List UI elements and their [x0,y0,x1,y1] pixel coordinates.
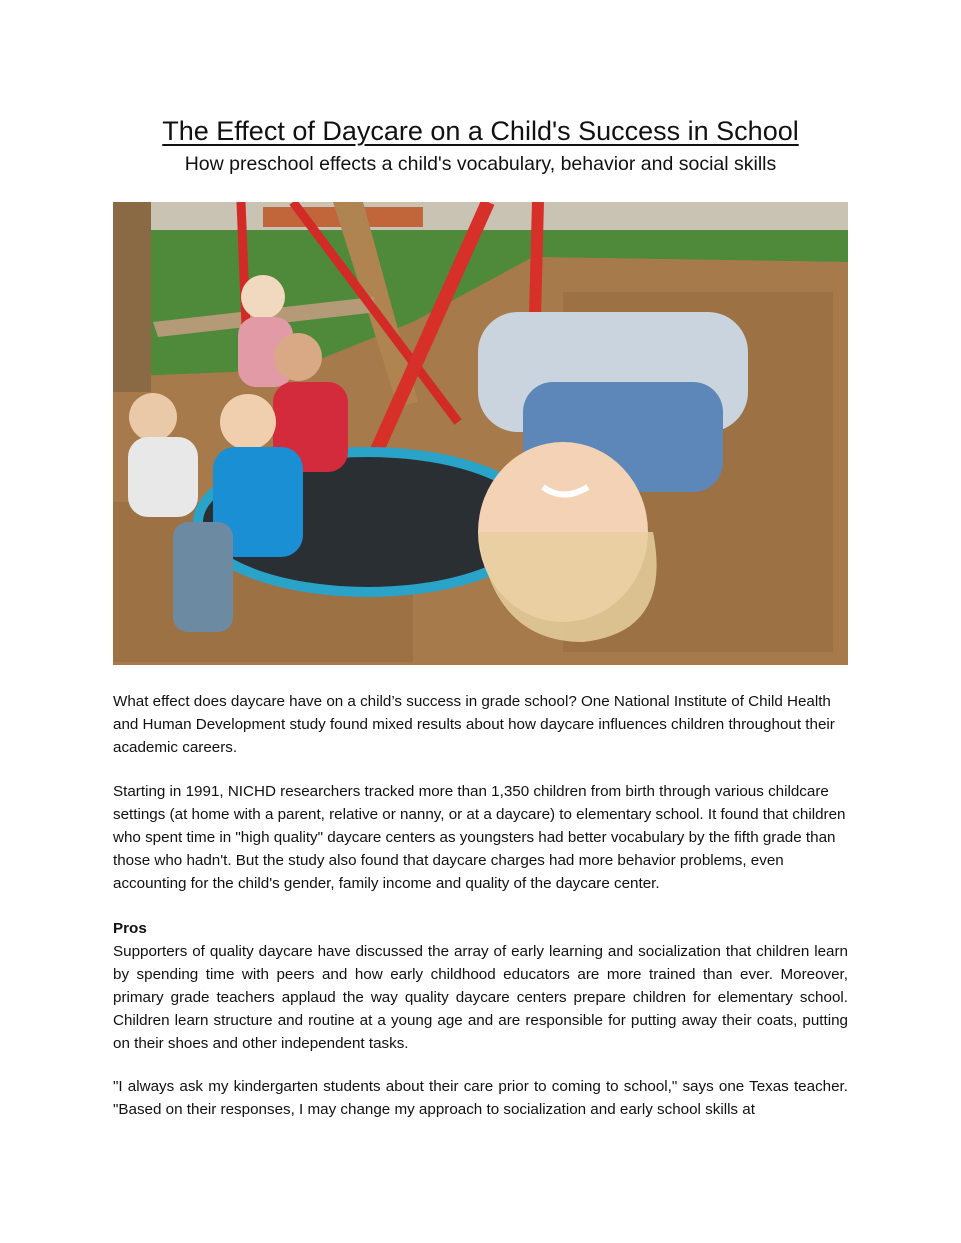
article-photo [113,202,848,665]
teacher-quote-paragraph: "I always ask my kindergarten students about their care prior to coming to school," says one Texas teacher. "Based on their responses, I may change my approach to socialization and early school skills at [113,1078,848,1118]
child-body [128,437,198,517]
wooden-post [113,202,151,392]
study-paragraph: Starting in 1991, NICHD researchers tracked more than 1,350 children from birth through various childcare settings (at home with a parent, relative or nanny, or at a daycare) to elementary school. It found that children who spent time in "high quality" daycare centers as youngsters had better vocabulary by the fifth grade than those who hadn't. But the study also found that daycare charges had more behavior problems, even accounting for the child's gender, family income and quality of the daycare center. [113,783,846,892]
intro-paragraph: What effect does daycare have on a child’s success in grade school? One National Institute of Child Health and Human Development study found mixed results about how daycare influences children throughout their academic careers. [113,693,835,756]
child-head [274,333,322,381]
photo-illustration [113,202,848,665]
child-legs [173,522,233,632]
child-head [129,393,177,441]
child-head [241,275,285,319]
document-title [0,113,961,149]
pros-heading: Pros [113,920,147,937]
pros-paragraph: Supporters of quality daycare have discussed the array of early learning and socialization that children learn by spending time with peers and how early childhood educators are more trained than ever. Moreover, primary grade teachers applaud the way quality daycare centers prepare children for elementary school. Children learn structure and routine at a young age and are responsible for putting away their coats, putting on their shoes and other independent tasks. [113,943,848,1052]
document-subtitle: How preschool effects a child's vocabulary, behavior and social skills [184,153,777,175]
child-head [220,394,276,450]
document-title-text: The Effect of Daycare on a Child's Success in School [162,116,799,146]
